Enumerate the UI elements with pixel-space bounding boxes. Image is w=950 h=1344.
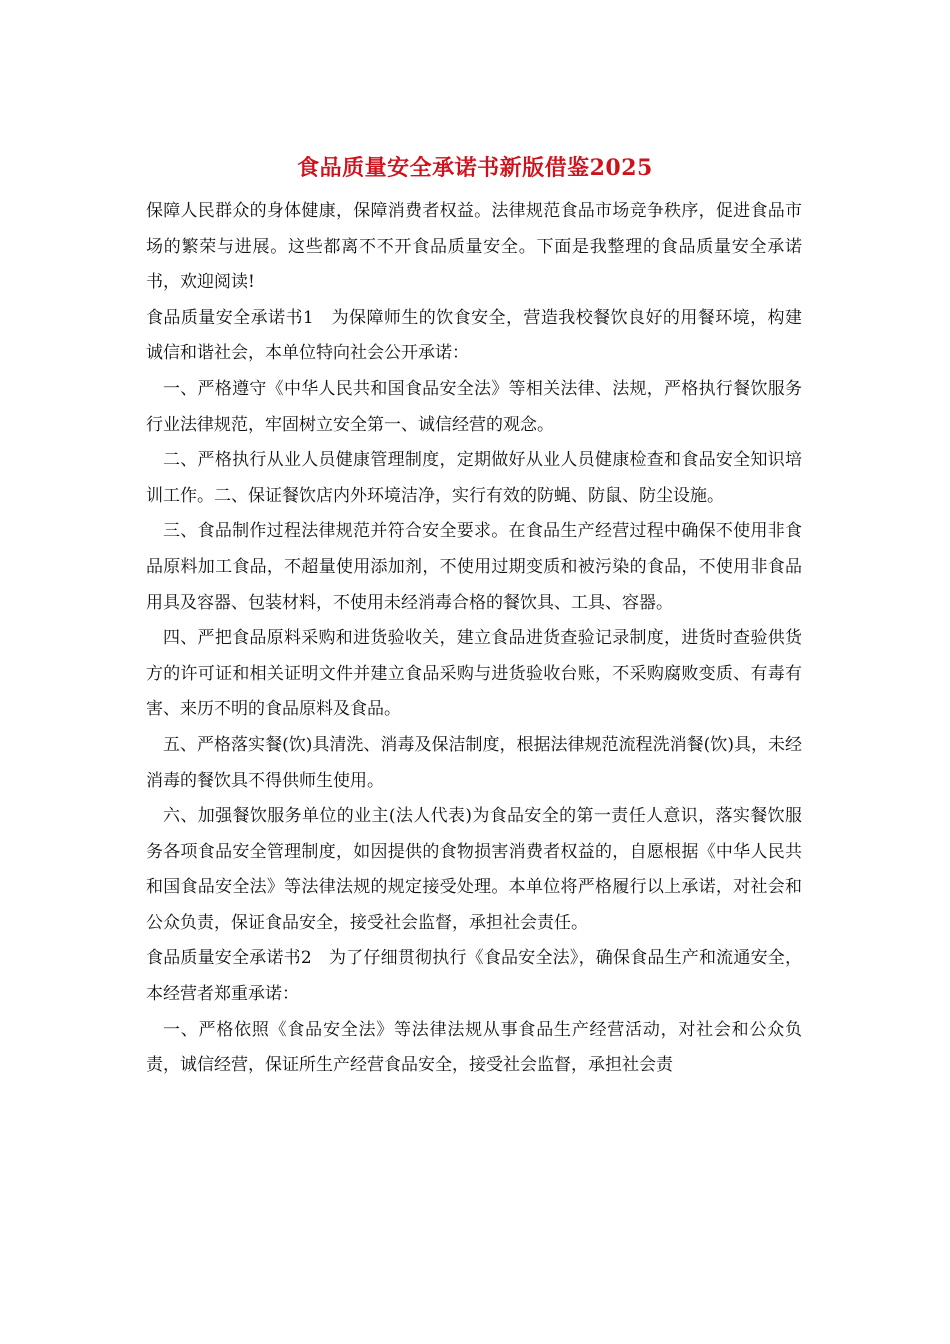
section1-item-4: 四、严把食品原料采购和进货验收关，建立食品进货查验记录制度，进货时查验供货方的许可证和相关证明文件并建立食品采购与进货验收台账，不采购腐败变质、有毒有害、来历不明的食品原料及食品。 [146, 628, 802, 720]
section1-item-2: 二、严格执行从业人员健康管理制度，定期做好从业人员健康检查和食品安全知识培训工作。二、保证餐饮店内外环境洁净，实行有效的防蝇、防鼠、防尘设施。 [146, 450, 802, 506]
intro-paragraph: 保障人民群众的身体健康，保障消费者权益。法律规范食品市场竞争秩序，促进食品市场的繁荣与进展。这些都离不不开食品质量安全。下面是我整理的食品质量安全承诺书，欢迎阅读! [146, 201, 802, 293]
section1-item-5: 五、严格落实餐(饮)具清洗、消毒及保洁制度，根据法律规范流程洗消餐(饮)具，未经消毒的餐饮具不得供师生使用。 [146, 734, 802, 791]
section1-heading: 食品质量安全承诺书1 为保障师生的饮食安全，营造我校餐饮良好的用餐环境，构建诚信和谐社会，本单位特向社会公开承诺： [146, 307, 802, 364]
section2-heading: 食品质量安全承诺书2 为了仔细贯彻执行《食品安全法》，确保食品生产和流通安全，本经营者郑重承诺： [146, 948, 802, 1005]
section2-item-1: 一、严格依照《食品安全法》等法律法规从事食品生产经营活动，对社会和公众负责，诚信经营，保证所生产经营食品安全，接受社会监督，承担社会责 [146, 1019, 802, 1076]
document-body [146, 194, 802, 1084]
section1-item-1: 一、严格遵守《中华人民共和国食品安全法》等相关法律、法规，严格执行餐饮服务行业法律规范，牢固树立安全第一、诚信经营的观念。 [146, 378, 802, 435]
section1-item-6: 六、加强餐饮服务单位的业主(法人代表)为食品安全的第一责任人意识，落实餐饮服务各项食品安全管理制度，如因提供的食物损害消费者权益的，自愿根据《中华人民共和国食品安全法》等法律法规的规定接受处理。本单位将严格履行以上承诺，对社会和公众负责，保证食品安全，接受社会监督，承担社会责任。 [146, 806, 802, 933]
section1-item-3: 三、食品制作过程法律规范并符合安全要求。在食品生产经营过程中确保不使用非食品原料加工食品，不超量使用添加剂，不使用过期变质和被污染的食品，不使用非食品用具及容器、包装材料，不使用未经消毒合格的餐饮具、工具、容器。 [146, 521, 802, 613]
document-title: 食品质量安全承诺书新版借鉴2025 [297, 155, 653, 181]
